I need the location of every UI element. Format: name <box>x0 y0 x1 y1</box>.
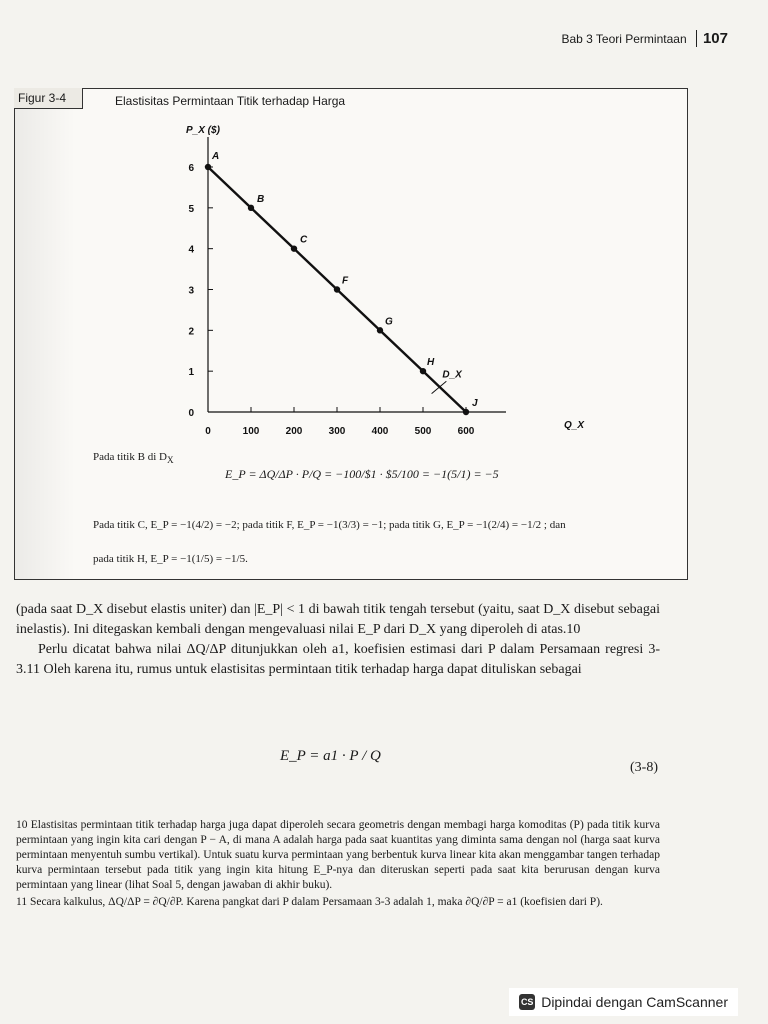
equation: E_P = a1 · P / Q <box>280 748 381 764</box>
figure-tag: Figur 3-4 <box>14 88 83 109</box>
point-label-h: H <box>427 357 435 369</box>
point-g <box>377 327 383 333</box>
point-label-a: A <box>212 151 220 162</box>
curve-label-dx: D_X <box>442 369 462 381</box>
x-axis-title: Q_X <box>564 420 585 431</box>
footnotes <box>16 818 660 912</box>
y-axis-title: P_X ($) <box>186 125 220 136</box>
x-tick-label-300: 300 <box>328 426 346 437</box>
point-label-b: B <box>257 193 265 205</box>
x-tick-label-400: 400 <box>371 426 389 437</box>
page-number: 107 <box>696 30 728 47</box>
point-j <box>463 409 469 415</box>
y-tick-label-3: 3 <box>188 285 194 297</box>
paragraph-1: (pada saat D_X disebut elastis uniter) dan |E_P| < 1 di bawah titik tengah tersebut (yaitu, saat D_X disebut sebagai inelastis). Ini ditegaskan kembali dengan mengevaluasi nilai E_P dari D_X yang diperoleh di atas.10 <box>16 602 660 637</box>
camscanner-logo-icon: CS <box>519 994 535 1010</box>
point-label-c: C <box>300 234 308 246</box>
scanner-watermark <box>509 988 738 1016</box>
point-label-g: G <box>385 316 393 328</box>
figure-title: Elastisitas Permintaan Titik terhadap Harga <box>115 94 346 108</box>
x-tick-label-500: 500 <box>414 426 432 437</box>
chapter-title: Bab 3 Teori Permintaan <box>561 32 687 46</box>
footnote-11: 11 Secara kalkulus, ΔQ/ΔP = ∂Q/∂P. Karena pangkat dari P dalam Persamaan 3-3 adalah 1, maka ∂Q/∂P = a1 (koefisien dari P). <box>16 896 603 908</box>
y-tick-label-2: 2 <box>188 326 194 338</box>
y-tick-label-4: 4 <box>188 244 194 256</box>
y-tick-label-6: 6 <box>188 163 194 174</box>
demand-chart <box>15 89 687 579</box>
page-header <box>561 30 728 47</box>
y-tick-label-5: 5 <box>188 203 194 215</box>
body-text <box>16 600 660 680</box>
equation-number: (3-8) <box>630 760 658 775</box>
footnote-10: 10 Elastisitas permintaan titik terhadap harga juga dapat diperoleh secara geometris dengan membagi harga komoditas (P) pada titik kurva permintaan yang ingin kita cari dengan P − A, di mana A adalah harga pada saat kuantitas yang diminta sama dengan nol (harga saat kurva permintaan menyentuh sumbu vertikal). Untuk suatu kurva permintaan yang berbentuk kurva linear kita akan menggambar tangen terhadap kurva permintaan tersebut pada titik yang ingin kita hitung E_P-nya dan diteruskan seperti pada saat kita berurusan dengan kurva permintaan yang linear (lihat Soal 5, dengan jawaban di akhir buku). <box>16 819 660 891</box>
caption-other-points-2: pada titik H, E_P = −1(1/5) = −1/5. <box>93 553 248 565</box>
caption-point-b-sub: X <box>166 455 174 466</box>
y-tick-label-1: 1 <box>188 367 194 379</box>
figure-box <box>14 88 688 580</box>
scanner-label: Dipindai dengan CamScanner <box>541 994 728 1010</box>
point-c <box>291 245 297 251</box>
caption-point-b-text: Pada titik B di D <box>93 451 167 463</box>
caption-other-points-1: Pada titik C, E_P = −1(4/2) = −2; pada titik F, E_P = −1(3/3) = −1; pada titik G, E_P = −1(2/4) = −1/2 ; dan <box>93 519 566 531</box>
point-b <box>248 205 254 211</box>
point-label-j: J <box>472 398 478 409</box>
paragraph-2: Perlu dicatat bahwa nilai ΔQ/ΔP ditunjukkan oleh a1, koefisien estimasi dari P dalam Persamaan regresi 3-3.11 Oleh karena itu, rumus untuk elastisitas permintaan titik terhadap harga dapat dituliskan sebagai <box>16 642 660 677</box>
x-tick-label-0: 0 <box>205 426 211 437</box>
x-tick-label-100: 100 <box>242 426 260 437</box>
point-f <box>334 286 340 292</box>
point-a <box>205 164 211 170</box>
caption-point-b <box>93 451 174 465</box>
x-tick-label-600: 600 <box>457 426 475 437</box>
formula-point-b: E_P = ΔQ/ΔP · P/Q = −100/$1 · $5/100 = −1(5/1) = −5 <box>225 467 499 481</box>
point-label-f: F <box>342 275 349 287</box>
point-h <box>420 368 426 374</box>
y-tick-label-0: 0 <box>188 408 194 419</box>
x-tick-label-200: 200 <box>285 426 303 437</box>
